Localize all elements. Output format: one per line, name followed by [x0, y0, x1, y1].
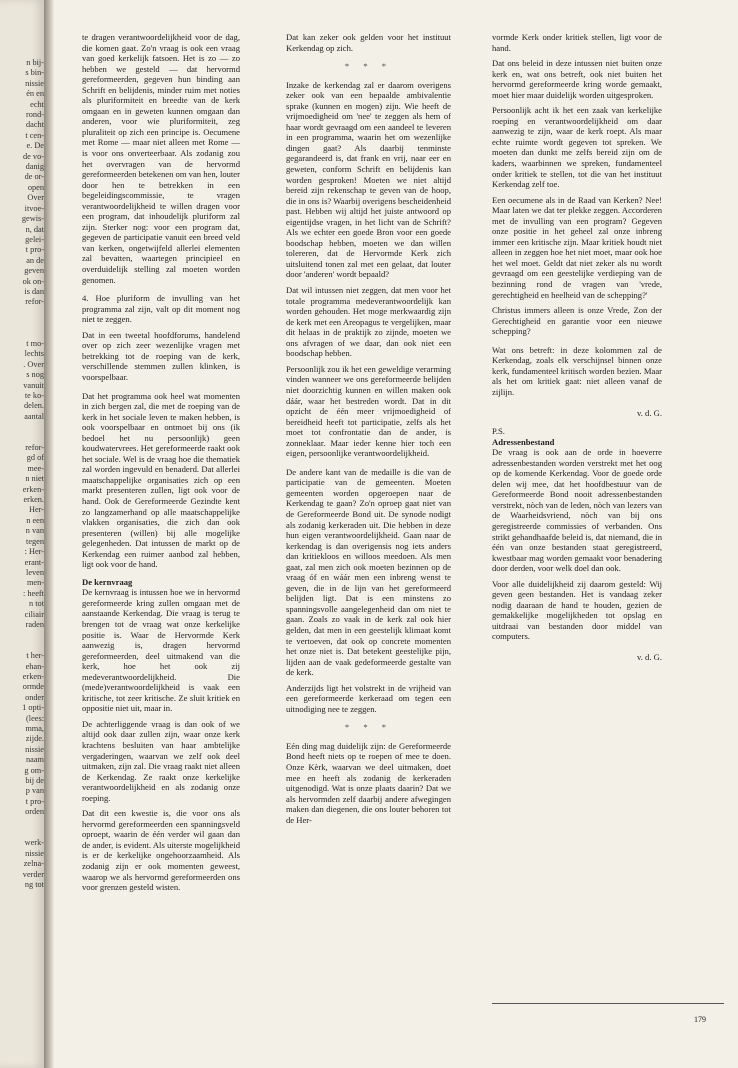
paragraph: Dat wil intussen niet zeggen, dat men voor het totale programma medeverantwoordelijk kan worden gehouden. Het moge merkwaardig zijn de kerk met een Areopagus te vergelijken, maar dit helaas in de praktijk zo zijnde, moeten we ons afvragen of we daar, dan ook niet een boodschap hebben.	[286, 285, 451, 359]
paragraph: Dat in een tweetal hoofdforums, handelend over op zich zeer wezenlijke vragen met betrekking tot de roeping van de kerk, verschillende stemmen zullen klinken, is voorspelbaar.	[82, 329, 240, 382]
postscript-label: P.S.	[492, 426, 505, 437]
section-separator: * * *	[344, 61, 393, 72]
paragraph: De kernvraag is intussen hoe we in hervormd gereformeerde kring zullen omgaan met de aanstaande Kerkendag. Die vraag is terug te brengen tot de vraag wat onze kerkelijke positie is. Waar de Hervormde Kerk aanwezig is, dragen hervormd gereformeerden, deel uitmakend van die kerk, hoe het ook zij medeverantwoordelijkheid. Die (mede)verantwoordelijkheid is vaak een kritische, tot zeer kritische. Ze sluit kritiek en oppositie niet uit, maar in.	[82, 587, 240, 714]
paragraph: De andere kant van de medaille is die van de participatie van de gemeenten. Moeten gemeenten worden opgeroepen naar de Kerkendag te gaan? Zo'n oproep gaat niet van de Gereformeerde Bond uit. De synode nodigt als zodanig kerkeraden uit. Die hebben in deze hun eigen verantwoordelijkheid. Gaan naar de kerkendag is dan overigensis nog iets anders dan kritiekloos en willoos meedoen. Als men gaat, zal men zich ook moeten bezinnen op de vraag óf en wáár men een inbreng wenst te geven, die in de lijn van het gereformeerd belijden ligt. Dat is een minstens zo spanningsvolle aangelegenheid dan om niet te gaan. Zoals zo vaak in de kerk zal ook hier gelden, dat men in een geestelijk klimaat komt te vertoeven, dat ook op concrete momenten het onze niet is. Dat betekent geestelijke pijn, lijden aan de vaak gedeformeerde gestalte van de kerk.	[286, 466, 451, 678]
paragraph: Inzake de kerkendag zal er daarom overigens zeker ook van een bepaalde ambivalentie sprake (kunnen en mogen) zijn. Wie heeft de vrijmoedigheid om 'nee' te zeggen als hem of haar wordt gevraagd om een aandeel te leveren in een programma, waarin het om wezenlijke dingen gaat? Als daarbij tenminste gegarandeerd is, dat frank en vrij, naar eer en geweten, conform Schrift en belijdenis kan worden gesproken! Moeten we niet altijd bereid zijn rekenschap te geven van de hoop, die in ons is? Waarbij overigens bescheidenheid past. Hebben wij altijd het juiste antwoord op eigentijdse vragen, in het licht van de Schrift? Als we echter een goede Bron voor een goede boodschap hebben, moeten we dan willen tolereren, dat de Hervormde Kerk zich uitsluitend tonen zal met een gelaat, dat louter door 'anderen' wordt bepaald?	[286, 79, 451, 280]
paragraph: vormde Kerk onder kritiek stellen, ligt voor de hand.	[492, 32, 662, 53]
paragraph: Wat ons betreft: in deze kolommen zal de Kerkendag, zoals elk verschijnsel binnen onze kerk, fundamenteel kritisch worden bezien. Maar als het om kritiek gaat: niet alleen vanaf de zijlijn.	[492, 344, 662, 397]
column-1	[82, 32, 240, 898]
column-2	[286, 32, 451, 830]
paragraph: Persoonlijk zou ik het een geweldige verarming vinden wanneer we ons gereformeerde belijden niet doorzichtig kunnen en willen maken ook dáár, waar het bestreden wordt. Dat in dit opzicht de één meer vrijmoedigheid of bereidheid heeft tot participatie, zelfs als het moet tot confrontatie dan de ander, is zonneklaar. Maar ieder kenne hier toch een eigen, persoonlijke verantwoordelijkheid.	[286, 363, 451, 459]
magazine-page	[54, 0, 738, 1068]
paragraph: De achterliggende vraag is dan ook of we altijd ook daar zullen zijn, waar onze kerk krachtens besluiten van haar ambtelijke vergaderingen, waarvan we zelf ook deel uitmaken, zijn zal. Die vraag raakt niet alleen de Kerkendag. Ze raakt onze kerkelijke verantwoordelijkheid en als zodanig onze roeping.	[82, 718, 240, 803]
previous-page-text: n bij- s bin- nissie én en echt rond- dacht t cen- e. De de vo- danig de or- open Over itvoe- gewis- n, dat gelei- t pro- an de geven ok on- is dan refor- t mo- lechts . Over s nog vanuit te ko- delen. aantal refor- gd of mee- n niet erken- erken. Her- n een n van tegen : Her- erant- leven men- : heeft n tot ciliair raden t her- ehan- erken- ormde onder 1 opti- (lees: mma, zijde. nissie naam g om- bij de p van t pro- orden werk- nissie zelna- verder ng tot	[21, 58, 44, 890]
paragraph: Dat het programma ook heel wat momenten in zich bergen zal, die met de roeping van de kerk in het sociale leven te maken hebben, is ook voorspelbaar en ontmoet bij ons (ik bedoel het nu persoonlijk) geen koudwatervrees. Het gereformeerde raakt ook het sociale. Wel is de vraag hoe die thematiek zal worden ingevuld en benaderd. Dat allerlei maatschappelijke organisaties zich op een markt presenteren zullen, ligt ook voor de hand. Ook de Gereformeerde Gezindte kent zo langzamerhand op alle maatschappelijke vlakken organisaties, die zich dan ook presenteren (willen) bij alle mogelijke gelegenheden. Dat intussen de markt op de Kerkendag een ruimer aanbod zal hebben, ligt ook voor de hand.	[82, 390, 240, 570]
previous-page-edge	[0, 0, 45, 1068]
paragraph: Dat dit een kwestie is, die voor ons als hervormd gereformeerden een spanningsveld oproept, waarin de één verder wil gaan dan de ander, is evident. Als uiterste mogelijkheid is er de kerkelijke ongehoorzaamheid. Als zodanig zijn er ook momenten geweest, waarop we als hervormd gereformeerden ons voor grenzen gesteld wisten.	[82, 808, 240, 893]
author-signature: v. d. G.	[637, 651, 662, 662]
paragraph: te dragen verantwoordelijkheid voor de dag, die komen gaat. Zo'n vraag is ook een vraag van goed kerkelijk fatsoen. Het is zo — zo hebben we gesteld — dat hervormd gereformeerden, gegeven hun binding aan Schrift en belijdenis, minder ruim met noties als pluriformiteit en breedte van de kerk omgaan en in geweten kunnen omgaan dan anderen, voor wie pluriformiteit, zeg pluraliteit op zich een principe is. Oecumene met Rome — maar niet alleen met Rome — is voor ons onverteerbaar. Als zodanig zou het overvragen van de hervormd gereformeerden betekenen om van hen, louter door hen te betrekken in een begeleidingscommissie, te vragen verantwoordelijkheid te willen dragen voor een program, dat inhoudelijk pluriform zal zijn. Sterker nog: voor een program dat, gegeven de participatie vanuit een breed veld van kerken, ongetwijfeld allerlei elementen zal bevatten, waartegen principieel en overduidelijk stelling zal moeten worden genomen.	[82, 32, 240, 285]
paragraph: Een oecumene als in de Raad van Kerken? Nee! Maar laten we dat ter plekke zeggen. Accorderen met de invulling van een program? Gegeven onze positie in het geheel zal onze inbreng immer een kritische zijn. Maar kritiek houdt niet alleen in zeggen hoe het niet moet, maar ook hoe het wel moet. Geldt dat niet zeker als nu wordt gevraagd om een geestelijke verdieping van de bezinning rond de vragen van 'vrede, gerechtigheid en heelheid van de schepping?'	[492, 194, 662, 300]
paragraph: Dat ons beleid in deze intussen niet buiten onze kerk en, wat ons betreft, ook niet buiten het hervormd gereformeerde kring worde gemaakt, moet hier maar duidelijk worden uitgesproken.	[492, 58, 662, 100]
section-heading: De kernvraag	[82, 576, 133, 587]
paragraph: Persoonlijk acht ik het een zaak van kerkelijke roeping en verantwoordelijkheid om daar aanwezig te zijn, waar de kerk roept. Als maar echte ruimte wordt gegeven tot spreken. We moeten dan dunkt me zelfs bereid zijn om de kaders, waarbinnen we spreken, fundamenteel onder kritiek te stellen, tot die van het instituut Kerkendag zelf toe.	[492, 105, 662, 190]
paragraph: Anderzijds ligt het volstrekt in de vrijheid van een gereformeerde kerkeraad om tegen een uitnodiging nee te zeggen.	[286, 682, 451, 714]
paragraph: Voor alle duidelijkheid zij daarom gesteld: Wij geven geen bestanden. Het is vandaag zeker nodig daaraan de hand te houden, gezien de gemakkelijke mogelijkheden tot opslag en uitdraai van bestanden door middel van computers.	[492, 578, 662, 642]
column-3	[492, 32, 662, 671]
author-signature: v. d. G.	[637, 407, 662, 418]
section-heading: Adressenbestand	[492, 436, 555, 447]
footer-rule	[492, 1003, 724, 1004]
book-gutter	[44, 0, 54, 1068]
paragraph: 4. Hoe pluriform de invulling van het programma zal zijn, valt op dit moment nog niet te zeggen.	[82, 293, 240, 325]
page-number: 179	[694, 1015, 706, 1024]
paragraph: Eén ding mag duidelijk zijn: de Gereformeerde Bond heeft niets op te roepen of mee te doen. Onze Kèrk, waarvan we deel uitmaken, doet mee en heeft als zodanig de kerkeraden uitgenodigd. Wat is onze plaats daarin? Dat we als hervormden zelf daarbij andere afwegingen maken dan diegenen, die ons louter behoren tot de Her-	[286, 740, 451, 825]
section-separator: * * *	[344, 722, 393, 733]
paragraph: Dat kan zeker ook gelden voor het instituut Kerkendag op zich.	[286, 32, 451, 53]
paragraph: Christus immers alleen is onze Vrede, Zon der Gerechtigheid en garantie voor een nieuwe schepping?	[492, 305, 662, 337]
paragraph: De vraag is ook aan de orde in hoeverre adressenbestanden worden verstrekt met het oog op de komende Kerkendag. Voor de goede orde delen wij mee, dat het hoofdbestuur van de Gereformeerde Bond nooit adressenbestanden verstrekt, nòch van de leden, nòch van lezers van de Waarheidsvriend, nòch van bij ons geregistreerde commissies of verbanden. Ons strikt gehandhaafde beleid is, dat niemand, die in één van onze bestanden staat geregistreerd, kwestbaar mag worden gemaakt voor benadering door derden, voor welk doel dan ook.	[492, 447, 662, 574]
